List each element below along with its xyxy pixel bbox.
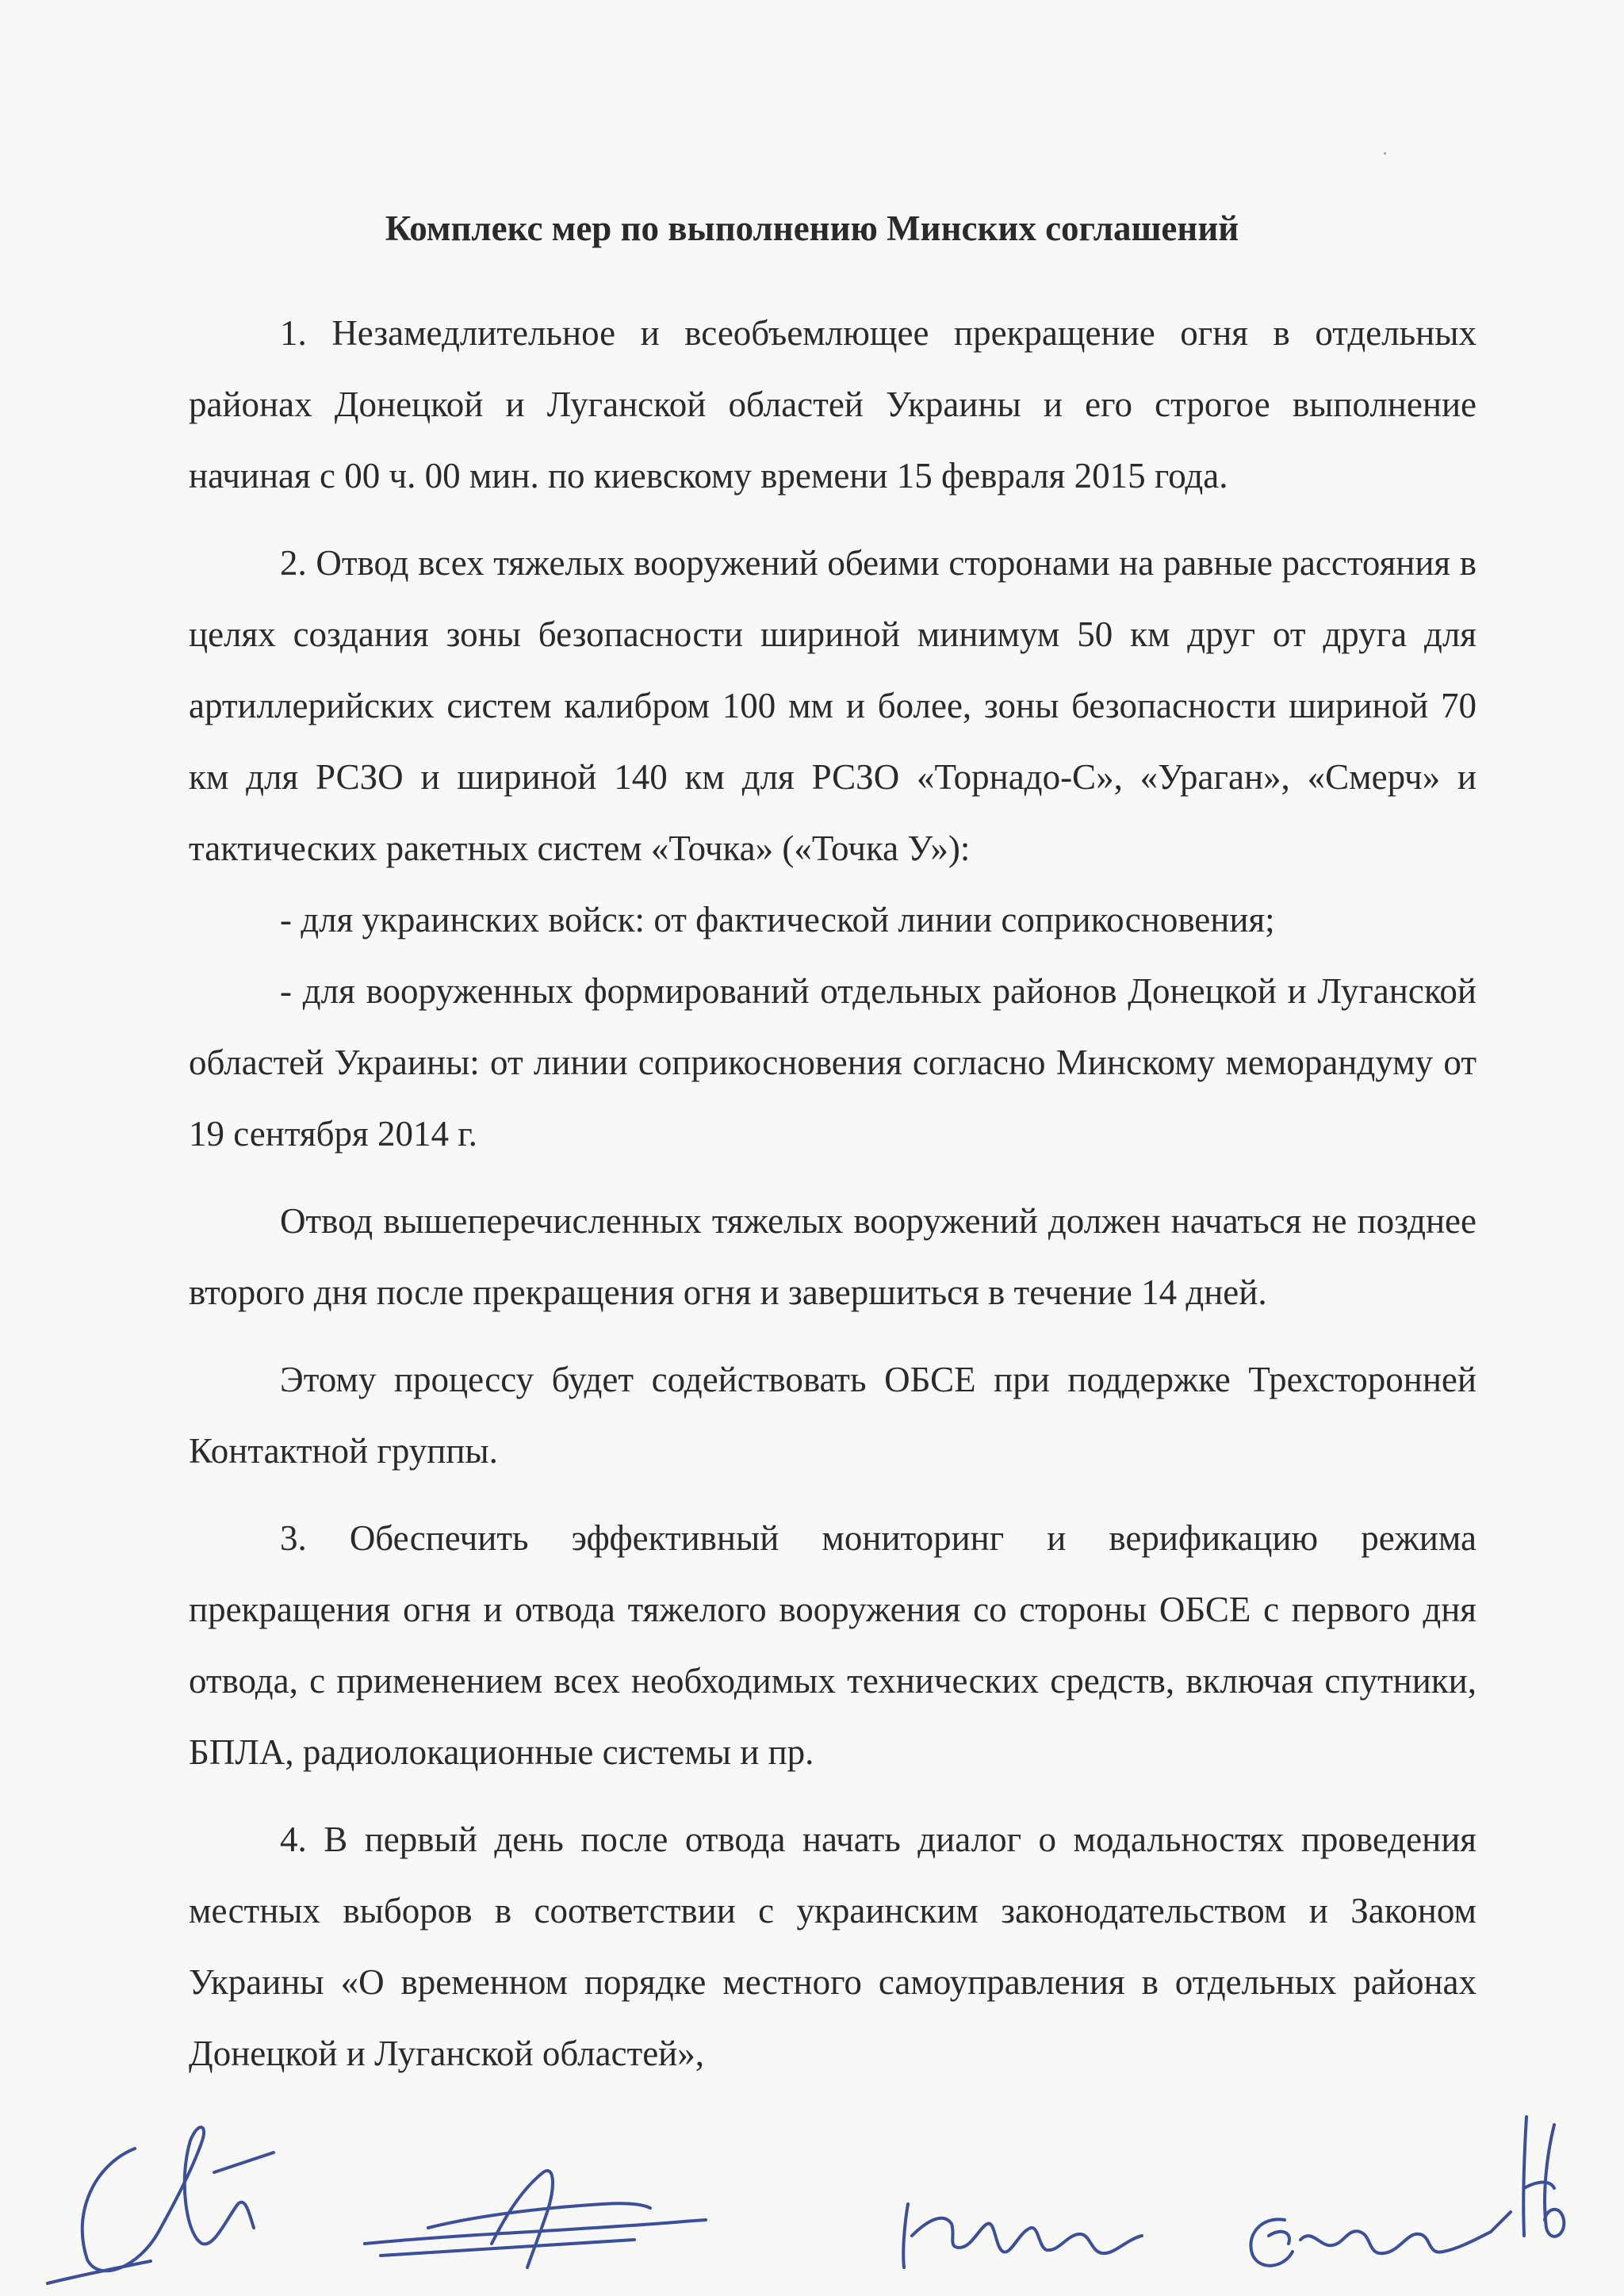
paragraph-4: 4. В первый день после отвода начать диалог о модальностях проведения местных выборов в соответствии с украинским законодательством и Законом Украины «О временном порядке местного самоуправления в отдельных районах Донецкой и Луганской областей», — [189, 1820, 1477, 2073]
signature-2 — [365, 2171, 706, 2267]
paragraph-2: 2. Отвод всех тяжелых вооружений обеими сторонами на равные расстояния в целях создания зоны безопасности шириной минимум 50 км друг от друга для артиллерийских систем калибром 100 мм и более, зоны безопасности шириной 70 км для РСЗО и шириной 140 км для РСЗО «Торнадо-С», «Ураган», «Смерч» и тактических ракетных систем «Точка» («Точка У»): — [189, 543, 1477, 868]
paragraph-3: 3. Обеспечить эффективный мониторинг и верификацию режима прекращения огня и отвода тяжелого вооружения со стороны ОБСЕ с первого дня отвода, с применением всех необходимых технических средств, включая спутники, БПЛА, радиолокационные системы и пр. — [189, 1518, 1477, 1772]
paragraph-1: 1. Незамедлительное и всеобъемлющее прекращение огня в отдельных районах Донецкой и Луганской областей Украины и его строгое выполнение начиная с 00 ч. 00 мин. по киевскому времени 15 февраля 2015 года. — [189, 313, 1477, 496]
paragraph-2-ukrainian-troops: - для украинских войск: от фактической линии соприкосновения; — [280, 900, 1275, 939]
paragraph-withdrawal-timing: Отвод вышеперечисленных тяжелых вооружений должен начаться не позднее второго дня после прекращения огня и завершиться в течение 14 дней. — [189, 1201, 1477, 1312]
signatures-row — [0, 2077, 1624, 2296]
paragraph-osce-support: Этому процессу будет содействовать ОБСЕ при поддержке Трехсторонней Контактной группы. — [189, 1360, 1477, 1471]
scan-speck — [1384, 152, 1386, 155]
signature-4 — [1251, 2212, 1511, 2266]
paragraph-2-armed-formations: - для вооруженных формирований отдельных районов Донецкой и Луганской областей Украины: от линии соприкосновения согласно Минскому меморандуму от 19 сентября 2014 г. — [189, 971, 1477, 1154]
signature-1 — [48, 2127, 274, 2283]
document-title: Комплекс мер по выполнению Минских соглашений — [385, 209, 1239, 248]
signature-3 — [903, 2204, 1142, 2267]
document-body — [189, 297, 1477, 2089]
initials-mark — [1523, 2117, 1564, 2237]
